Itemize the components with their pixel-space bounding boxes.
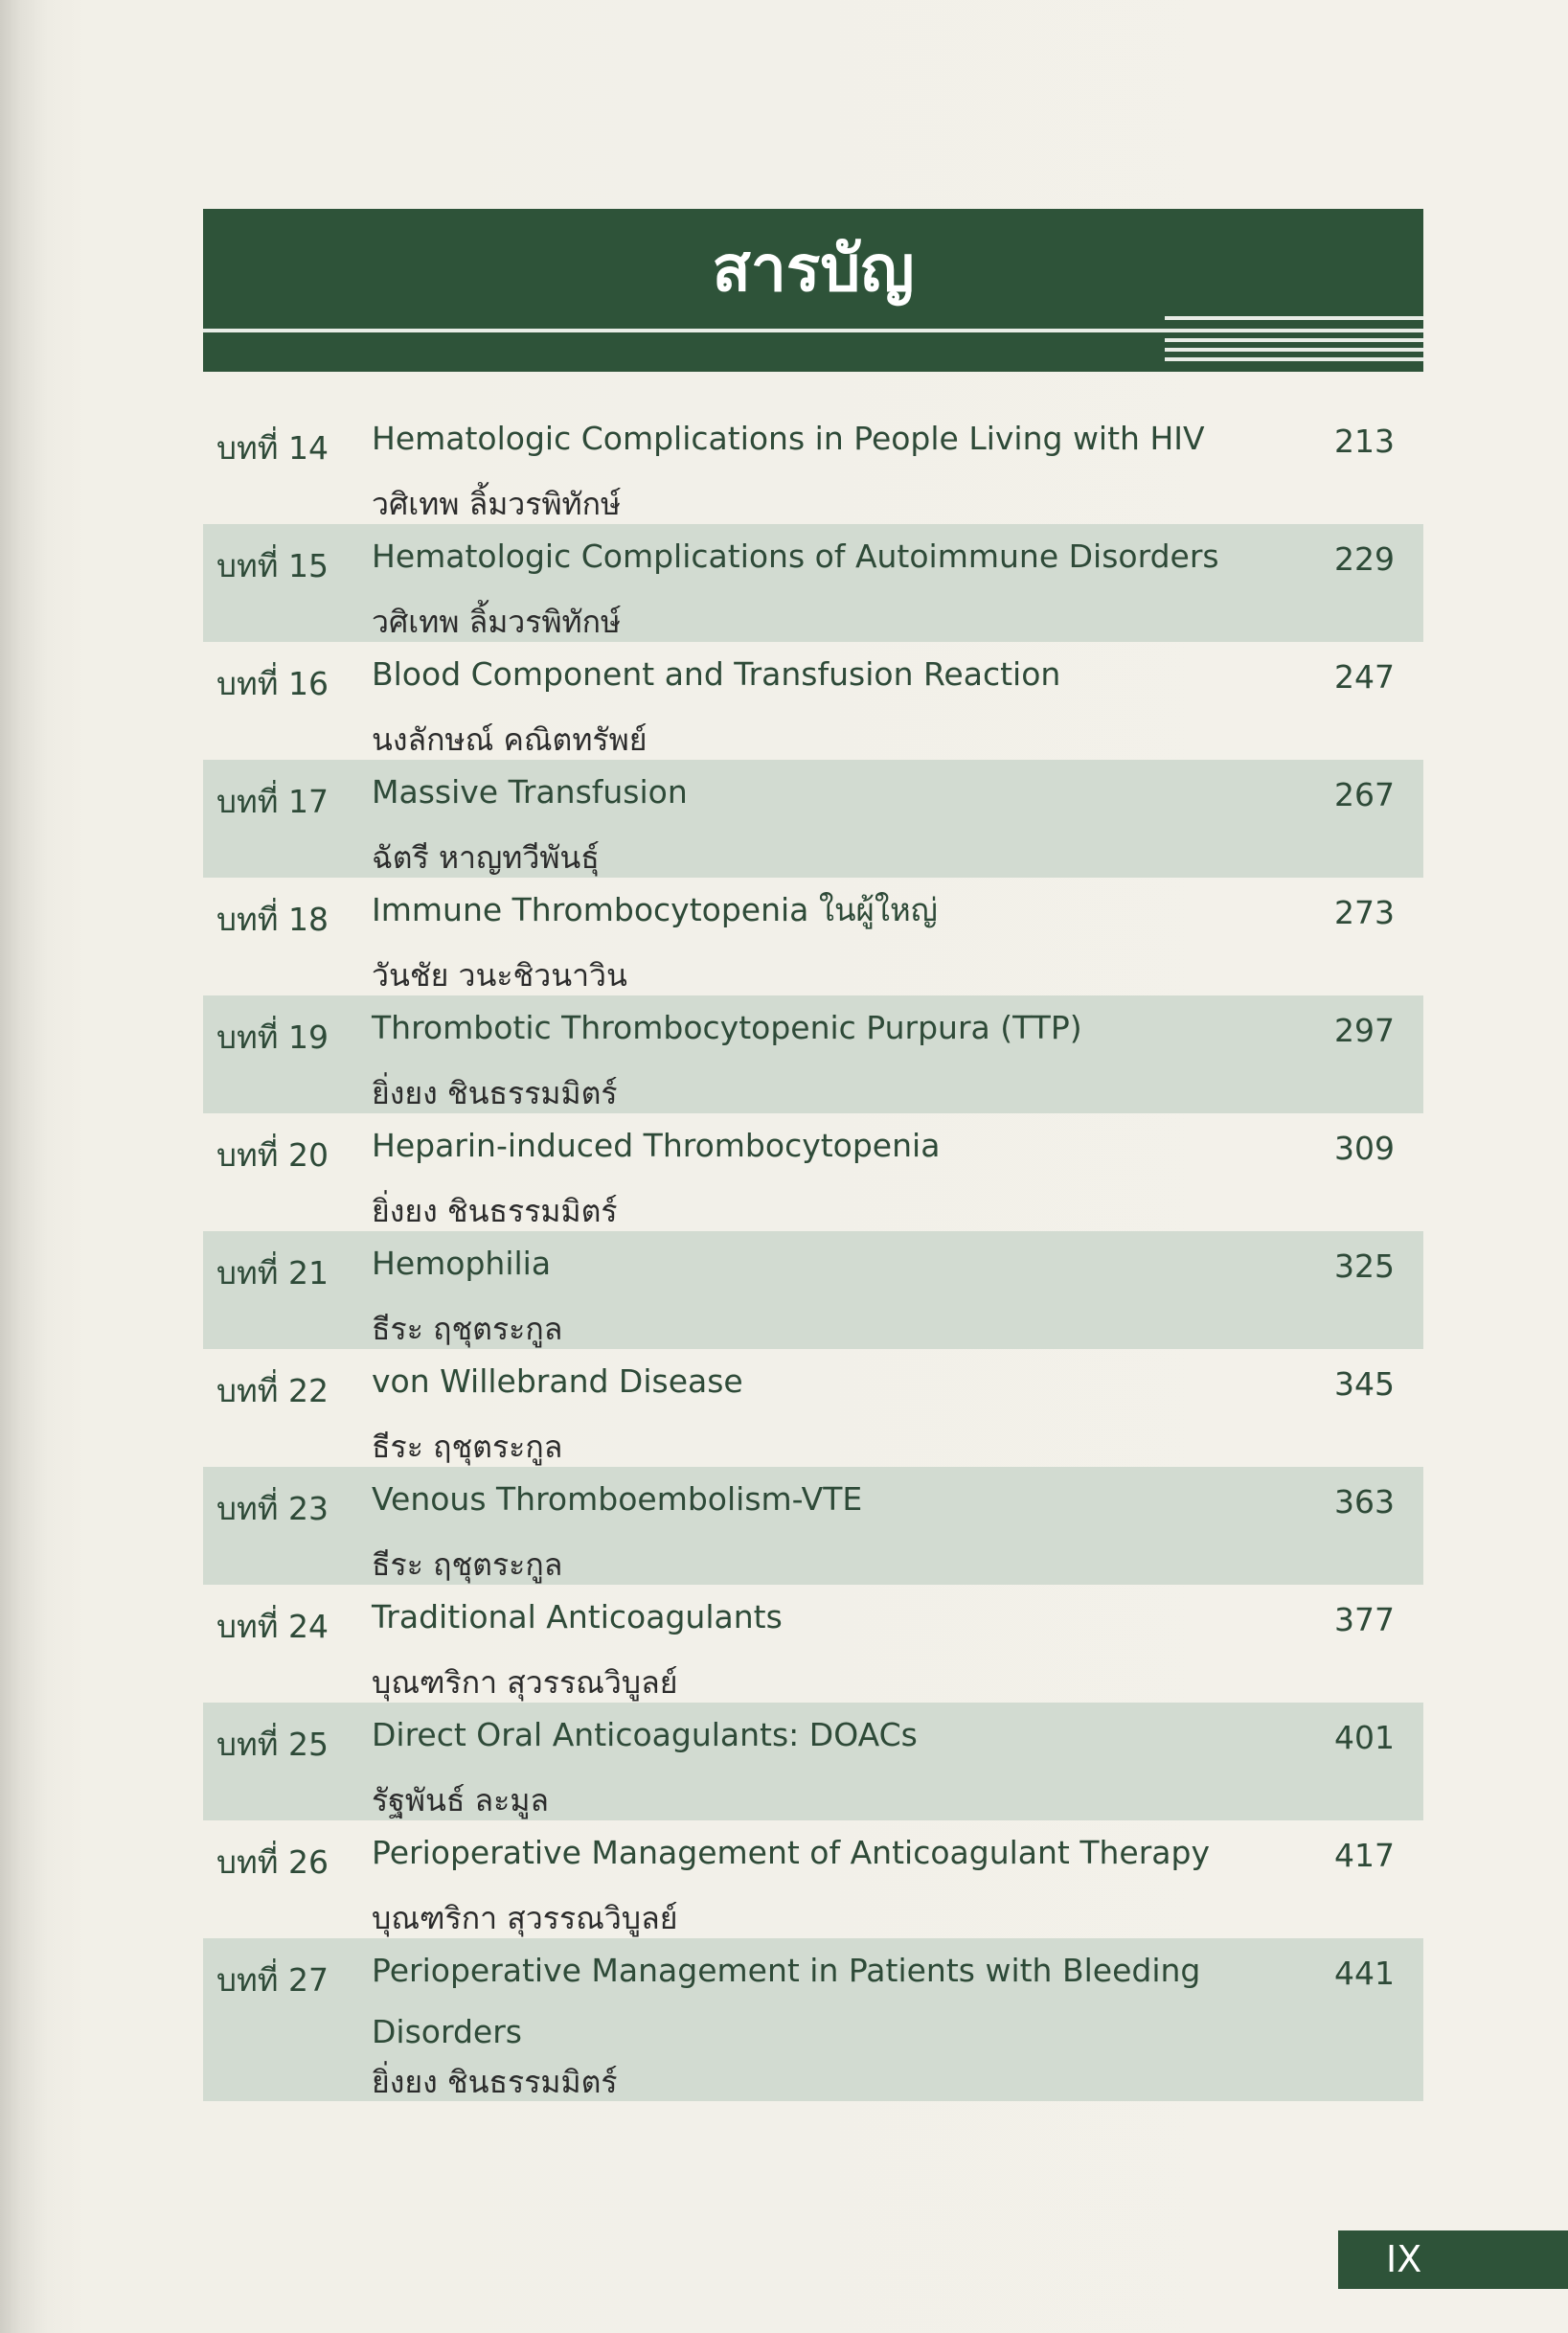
toc-entry[interactable] <box>203 1820 1423 1938</box>
chapter-label: บทที่ 14 <box>216 429 329 467</box>
header-rule <box>203 329 1423 332</box>
chapter-page-number: 309 <box>1334 1130 1395 1167</box>
toc-entry[interactable] <box>203 1585 1423 1703</box>
chapter-author: ธีระ ฤชุตระกูล <box>372 1429 563 1465</box>
toc-entry[interactable] <box>203 1467 1423 1585</box>
chapter-title: Traditional Anticoagulants <box>372 1598 783 1635</box>
chapter-title: Thrombotic Thrombocytopenic Purpura (TTP) <box>372 1009 1082 1046</box>
chapter-page-number: 213 <box>1334 423 1395 460</box>
toc-entry[interactable] <box>203 878 1423 995</box>
toc-entry[interactable] <box>203 1231 1423 1349</box>
chapter-label: บทที่ 27 <box>216 1961 329 1999</box>
chapter-page-number: 229 <box>1334 540 1395 578</box>
chapter-page-number: 345 <box>1334 1365 1395 1403</box>
toc-entry[interactable] <box>203 642 1423 760</box>
chapter-title: Hematologic Complications of Autoimmune Disorders <box>372 538 1219 575</box>
chapter-label: บทที่ 21 <box>216 1254 329 1292</box>
chapter-label: บทที่ 25 <box>216 1726 329 1763</box>
chapter-title: Direct Oral Anticoagulants: DOACs <box>372 1716 918 1753</box>
chapter-author: ยิ่งยง ชินธรรมมิตร์ <box>372 1075 618 1111</box>
folio-page-number: IX <box>1338 2230 1568 2289</box>
chapter-author: ธีระ ฤชุตระกูล <box>372 1311 563 1347</box>
chapter-label: บทที่ 20 <box>216 1136 329 1174</box>
table-of-contents <box>203 406 1423 2101</box>
chapter-author: วศิเทพ ลิ้มวรพิทักษ์ <box>372 486 622 522</box>
chapter-author: ฉัตรี หาญทวีพันธุ์ <box>372 839 600 876</box>
chapter-title: Perioperative Management of Anticoagulant Therapy <box>372 1834 1210 1871</box>
header-stripe <box>1165 348 1423 352</box>
chapter-author: วันชัย วนะชิวนาวิน <box>372 957 627 994</box>
page-title: สารบัญ <box>712 232 915 306</box>
chapter-author: นงลักษณ์ คณิตทรัพย์ <box>372 721 648 758</box>
chapter-page-number: 325 <box>1334 1247 1395 1285</box>
chapter-page-number: 441 <box>1334 1955 1395 1992</box>
chapter-page-number: 363 <box>1334 1483 1395 1521</box>
chapter-label: บทที่ 15 <box>216 547 329 584</box>
toc-entry[interactable] <box>203 1703 1423 1820</box>
chapter-author: ธีระ ฤชุตระกูล <box>372 1546 563 1583</box>
chapter-author: บุณฑริกา สุวรรณวิบูลย์ <box>372 1664 678 1701</box>
chapter-author: บุณฑริกา สุวรรณวิบูลย์ <box>372 1900 678 1936</box>
chapter-page-number: 273 <box>1334 894 1395 931</box>
toc-header-band <box>203 209 1423 372</box>
chapter-title: Blood Component and Transfusion Reaction <box>372 655 1061 693</box>
toc-entry[interactable] <box>203 1938 1423 2101</box>
chapter-title: Hematologic Complications in People Living with HIV <box>372 420 1205 457</box>
chapter-title: Immune Thrombocytopenia ในผู้ใหญ่ <box>372 891 938 928</box>
chapter-page-number: 377 <box>1334 1601 1395 1638</box>
header-stripe <box>1165 316 1423 320</box>
chapter-label: บทที่ 24 <box>216 1608 329 1645</box>
chapter-author: รัฐพันธ์ ละมูล <box>372 1782 550 1818</box>
chapter-title: von Willebrand Disease <box>372 1362 743 1400</box>
chapter-author: ยิ่งยง ชินธรรมมิตร์ <box>372 1193 618 1229</box>
chapter-page-number: 297 <box>1334 1012 1395 1049</box>
chapter-label: บทที่ 16 <box>216 665 329 702</box>
chapter-label: บทที่ 22 <box>216 1372 329 1409</box>
chapter-author: วศิเทพ ลิ้มวรพิทักษ์ <box>372 604 622 640</box>
toc-entry[interactable] <box>203 524 1423 642</box>
chapter-page-number: 401 <box>1334 1719 1395 1756</box>
chapter-label: บทที่ 19 <box>216 1018 329 1056</box>
toc-entry[interactable] <box>203 760 1423 878</box>
toc-entry[interactable] <box>203 1113 1423 1231</box>
chapter-title: Heparin-induced Thrombocytopenia <box>372 1127 941 1164</box>
toc-entry[interactable] <box>203 1349 1423 1467</box>
toc-entry[interactable] <box>203 406 1423 524</box>
chapter-title: Perioperative Management in Patients with Bleeding Disorders <box>372 1952 1201 2050</box>
header-stripe <box>1165 338 1423 342</box>
chapter-title: Venous Thromboembolism-VTE <box>372 1480 863 1518</box>
chapter-title: Hemophilia <box>372 1245 552 1282</box>
chapter-author: ยิ่งยง ชินธรรมมิตร์ <box>372 2064 618 2100</box>
chapter-page-number: 247 <box>1334 658 1395 696</box>
chapter-page-number: 267 <box>1334 776 1395 813</box>
chapter-title: Massive Transfusion <box>372 773 688 811</box>
chapter-label: บทที่ 17 <box>216 783 329 820</box>
chapter-label: บทที่ 23 <box>216 1490 329 1527</box>
chapter-label: บทที่ 18 <box>216 901 329 938</box>
chapter-label: บทที่ 26 <box>216 1843 329 1881</box>
toc-entry[interactable] <box>203 995 1423 1113</box>
header-stripe <box>1165 357 1423 361</box>
chapter-page-number: 417 <box>1334 1837 1395 1874</box>
